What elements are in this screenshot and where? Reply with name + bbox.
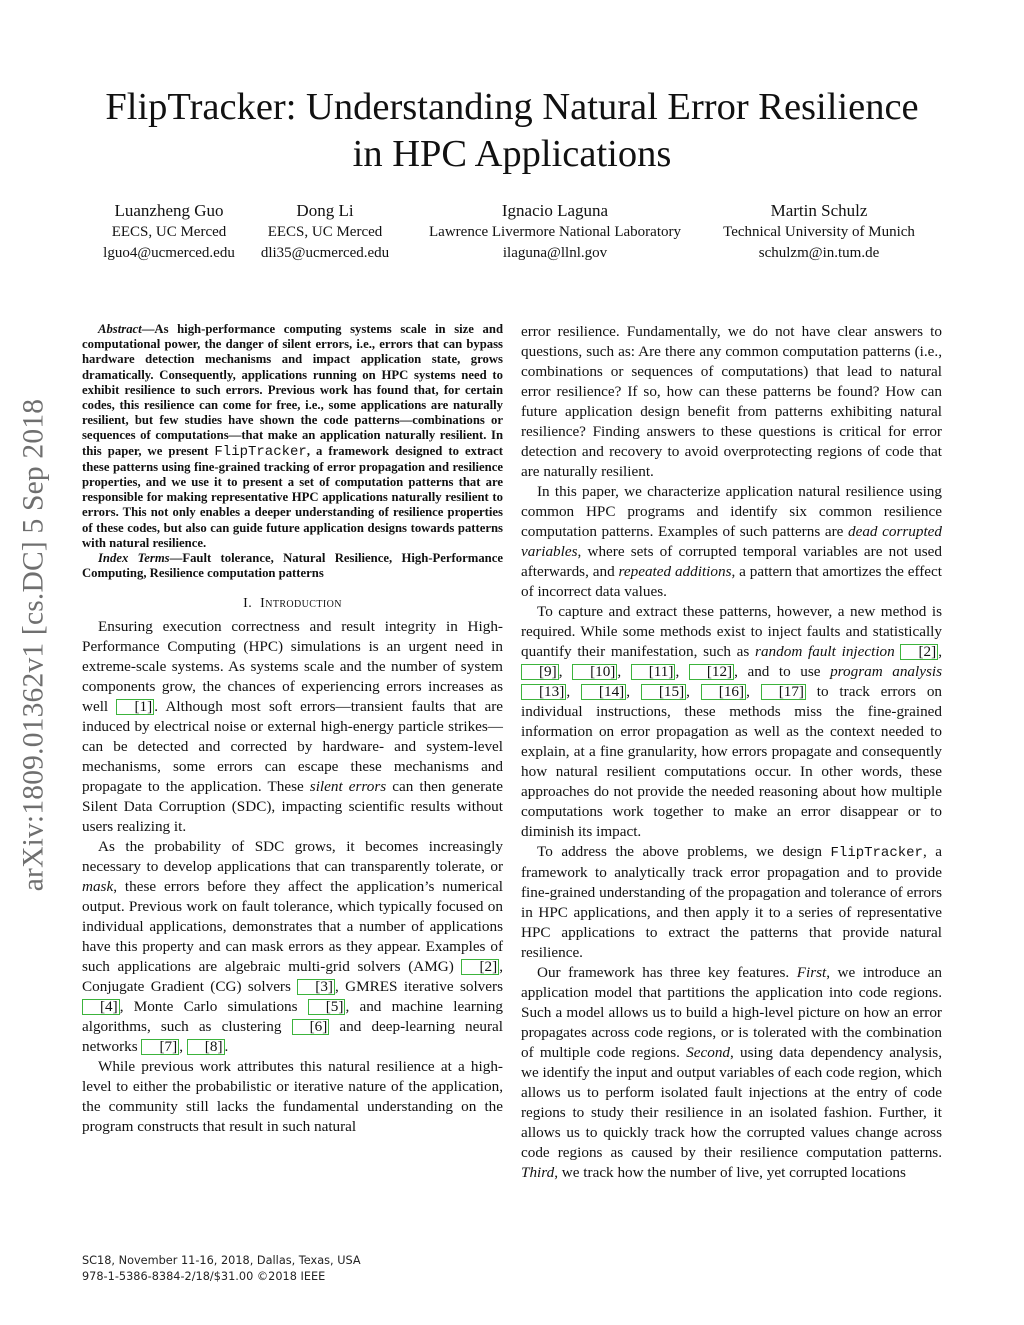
section-title: Introduction (260, 596, 342, 612)
paper-title (60, 84, 964, 178)
paragraph-5 (521, 482, 942, 602)
index-terms (82, 551, 503, 581)
author-block (0, 200, 1024, 270)
tool-name: FlipTracker (830, 845, 923, 861)
citation-link[interactable]: [10] (572, 664, 617, 680)
emphasis: mask (82, 878, 114, 896)
text-run: Ensuring execution correctness and result integrity in High-Performance Computing (HPC) simulations is an urgent need in extreme-scale systems. As systems scale and the number of system components grow, the chances of experiencing errors increases as well (82, 618, 503, 716)
emphasis: program analysis (830, 663, 943, 680)
arxiv-identifier (8, 360, 60, 930)
paragraph-4: error resilience. Fundamentally, we do not have clear answers to questions, such as: Are there any common computation patterns (i.e., combinations or sequences of computations) that lead to natural error resilience? If so, how can these patterns be found? How can future application design benefit from patterns exhibiting natural resilience? Finding answers to these questions is critical for error detection and recovery to avoid overprotecting regions of code that are naturally resilient. (521, 323, 942, 480)
citation-link[interactable]: [6] (292, 1019, 330, 1035)
citation-link[interactable]: [14] (581, 684, 626, 700)
author-name: Ignacio Laguna (501, 201, 609, 220)
paragraph-1 (82, 617, 503, 837)
text-run: , and to use (734, 663, 831, 680)
citation-link[interactable]: [5] (308, 999, 346, 1015)
text-run: To address the above problems, we design (537, 843, 831, 860)
abstract (82, 322, 503, 551)
text-run: , where sets of corrupted temporal variables are not used afterwards, and (521, 543, 942, 580)
emphasis: dead corrupted variables (521, 523, 943, 560)
text-run: Our framework has three key features. (537, 964, 797, 981)
text-run: , these errors before they affect the application’s numerical output. Previous work on fault tolerance, which typically focused on individual applications, demonstrates that a number of applications have this property and can mask errors as they appear. Examples of such applications are algebraic multi-grid solvers (AMG) (82, 878, 503, 976)
author-email: ilaguna@llnl.gov (502, 245, 608, 261)
emphasis: Third (521, 1164, 555, 1181)
citation-link[interactable]: [13] (521, 684, 566, 700)
author-affiliation: Technical University of Munich (723, 224, 915, 240)
text-run: , we introduce an application model that partitions the application into code regions. Such a model allows us to build a high-level picture on how an error propagates across code regions, or is tolerated with the combination of multiple code regions. (521, 964, 942, 1061)
text-run: and deep-learning neural networks (82, 1018, 503, 1056)
citation-link[interactable]: [1] (116, 699, 154, 715)
abstract-tool-name: FlipTracker (214, 443, 307, 460)
paragraph-2 (82, 837, 503, 1057)
text-run: , (179, 1038, 187, 1056)
citation-link[interactable]: [8] (187, 1039, 225, 1055)
author-2 (252, 200, 398, 264)
emphasis: repeated additions (618, 563, 732, 580)
author-email: dli35@ucmerced.edu (260, 245, 390, 261)
emphasis: silent errors (309, 778, 387, 796)
text-run: , we track how the number of live, yet corrupted locations (554, 1164, 906, 1181)
paragraph-8 (521, 963, 942, 1183)
author-email: lguo4@ucmerced.edu (103, 245, 235, 261)
author-name: Dong Li (296, 201, 354, 220)
author-affiliation: Lawrence Livermore National Laboratory (429, 224, 681, 240)
right-column (521, 322, 942, 1183)
citation-link[interactable]: [12] (689, 664, 734, 680)
text-run: to track errors on individual instructions, these methods miss the fine-grained information on error propagation as well as the context needed to explain, at a fine granularity, how errors propagate and consequently how natural resilient computations occur. In other words, these approaches do not provide the needed reasoning about how multiple computations work together to make an error disappear or to diminish its impact. (521, 683, 943, 840)
text-run: , GMRES iterative solvers (334, 978, 503, 996)
author-1 (94, 200, 244, 264)
paragraph-6: To capture and extract these patterns, however, a new method is required. While some methods exist to inject faults and statistically quantify their manifestation, such as random fault injection [2] , [9] , [10] , [11] , [12] , and to use program analysis [13] , [14] , [15] , [16] , [17] to track errors on individual instructions, these methods miss the fine-grained information on error propagation as well as the context needed to explain, at a fine granularity, how errors propagate and consequently how natural resilient computations occur. In other words, these approaches do not provide the needed reasoning about how multiple computations work together to make an error disappear or to diminish its impact. (521, 603, 943, 840)
text-run: In this paper, we characterize application natural resilience using common HPC programs and identify six common resilience computation patterns. Examples of such patterns are (521, 483, 942, 540)
text-run: , a pattern that amortizes the effect of incorrect data values. (521, 563, 942, 600)
author-name: Luanzheng Guo (114, 201, 224, 220)
citation-link[interactable]: [11] (631, 664, 676, 680)
text-run: , and machine learning algorithms, such as clustering (82, 998, 503, 1036)
text-run: As the probability of SDC grows, it becomes increasingly necessary to develop applications that can transparently tolerate, or (82, 838, 503, 876)
emphasis: Second (686, 1044, 731, 1061)
author-name: Martin Schulz (770, 201, 868, 220)
footer-line-2: 978-1-5386-8384-2/18/$31.00 ©2018 IEEE (82, 1270, 326, 1283)
conference-footer (82, 1253, 361, 1285)
citation-link[interactable]: [2] (900, 644, 938, 660)
text-run: . Although most soft errors—transient faults that are induced by electrical noise or external high-energy particle strikes—can be detected and corrected by hardware- and system-level mechanisms, some errors can escape these mechanisms and propagate to the application. These (82, 698, 503, 796)
text-run: , Conjugate Gradient (CG) solvers (82, 958, 503, 996)
abstract-text-a: —As high-performance computing systems scale in size and computational power, the danger of silent errors, i.e., errors that can bypass hardware detection mechanisms and impact application state, grows dramatically. Consequently, applications running on HPC systems need to exhibit resilience to such errors. Previous work has found that, for certain codes, this resilience can come for free, i.e., some applications are naturally resilient, but few studies have shown the code patterns—combinations or sequences of computations—that make an application naturally resilient. In this paper, we present (82, 322, 503, 458)
text-run: . (224, 1038, 229, 1056)
citation-link[interactable]: [17] (761, 684, 806, 700)
text-run: , a framework to analytically track error propagation and to provide fine-grained understanding of the propagation and tolerance of errors in HPC applications, and then apply it to a series of representative HPC applications to extract the patterns that provide natural resilience. (521, 843, 942, 961)
citation-link[interactable]: [2] (461, 959, 499, 975)
citation-link[interactable]: [3] (297, 979, 335, 995)
author-affiliation: EECS, UC Merced (267, 224, 383, 240)
citation-link[interactable]: [16] (701, 684, 746, 700)
text-run: To capture and extract these patterns, however, a new method is required. While some methods exist to inject faults and statistically quantify their manifestation, such as (521, 603, 942, 660)
left-column (82, 322, 503, 1137)
text-run: , using data dependency analysis, we identify the input and output variables of each code region, which allows us to perform isolated fault injections at the entry of code regions to study their resilience in an isolated fashion. Further, it allows us to quickly track how the corrupted values change across code regions as caused by their resilience computation patterns. (521, 1044, 942, 1161)
emphasis: random fault injection (755, 643, 895, 660)
citation-link[interactable]: [15] (641, 684, 686, 700)
abstract-text-b: , a framework designed to extract these patterns using fine-grained tracking of error propagation and resilience properties, and we use it to present a set of computation patterns that are responsible for making representative HPC applications naturally resilient to errors. This not only enables a deeper understanding of resilience properties of these codes, but also can guide future application designs towards patterns with natural resilience. (82, 443, 503, 550)
emphasis: First (796, 964, 827, 981)
paragraph-3: While previous work attributes this natural resilience at a high-level to either the probabilistic or iterative nature of the application, the community still lacks the fundamental understanding on the program constructs that result in such natural (82, 1058, 503, 1136)
text-run: can then generate Silent Data Corruption (SDC), impacting scientific results without users realizing it. (82, 778, 503, 836)
paragraph-7 (521, 842, 942, 963)
author-4 (706, 200, 932, 264)
author-3 (410, 200, 700, 264)
author-affiliation: EECS, UC Merced (111, 224, 227, 240)
title-line-1: FlipTracker: Understanding Natural Error Resilience (105, 86, 919, 128)
arxiv-id-text: arXiv:1809.01362v1 [cs.DC] 5 Sep 2018 (17, 398, 50, 892)
author-email: schulzm@in.tum.de (758, 245, 880, 261)
citation-link[interactable]: [9] (521, 664, 559, 680)
footer-line-1: SC18, November 11-16, 2018, Dallas, Texas, USA (82, 1254, 361, 1267)
section-number: I. (243, 596, 253, 612)
index-terms-text: —Fault tolerance, Natural Resilience, High-Performance Computing, Resilience computation patterns (82, 551, 503, 581)
index-terms-label: Index Terms (98, 551, 170, 566)
text-run: , Monte Carlo simulations (119, 998, 308, 1016)
abstract-label: Abstract (98, 322, 142, 336)
title-line-2: in HPC Applications (352, 133, 672, 175)
section-heading (82, 594, 503, 614)
citation-link[interactable]: [7] (141, 1039, 179, 1055)
citation-link[interactable]: [4] (82, 999, 120, 1015)
